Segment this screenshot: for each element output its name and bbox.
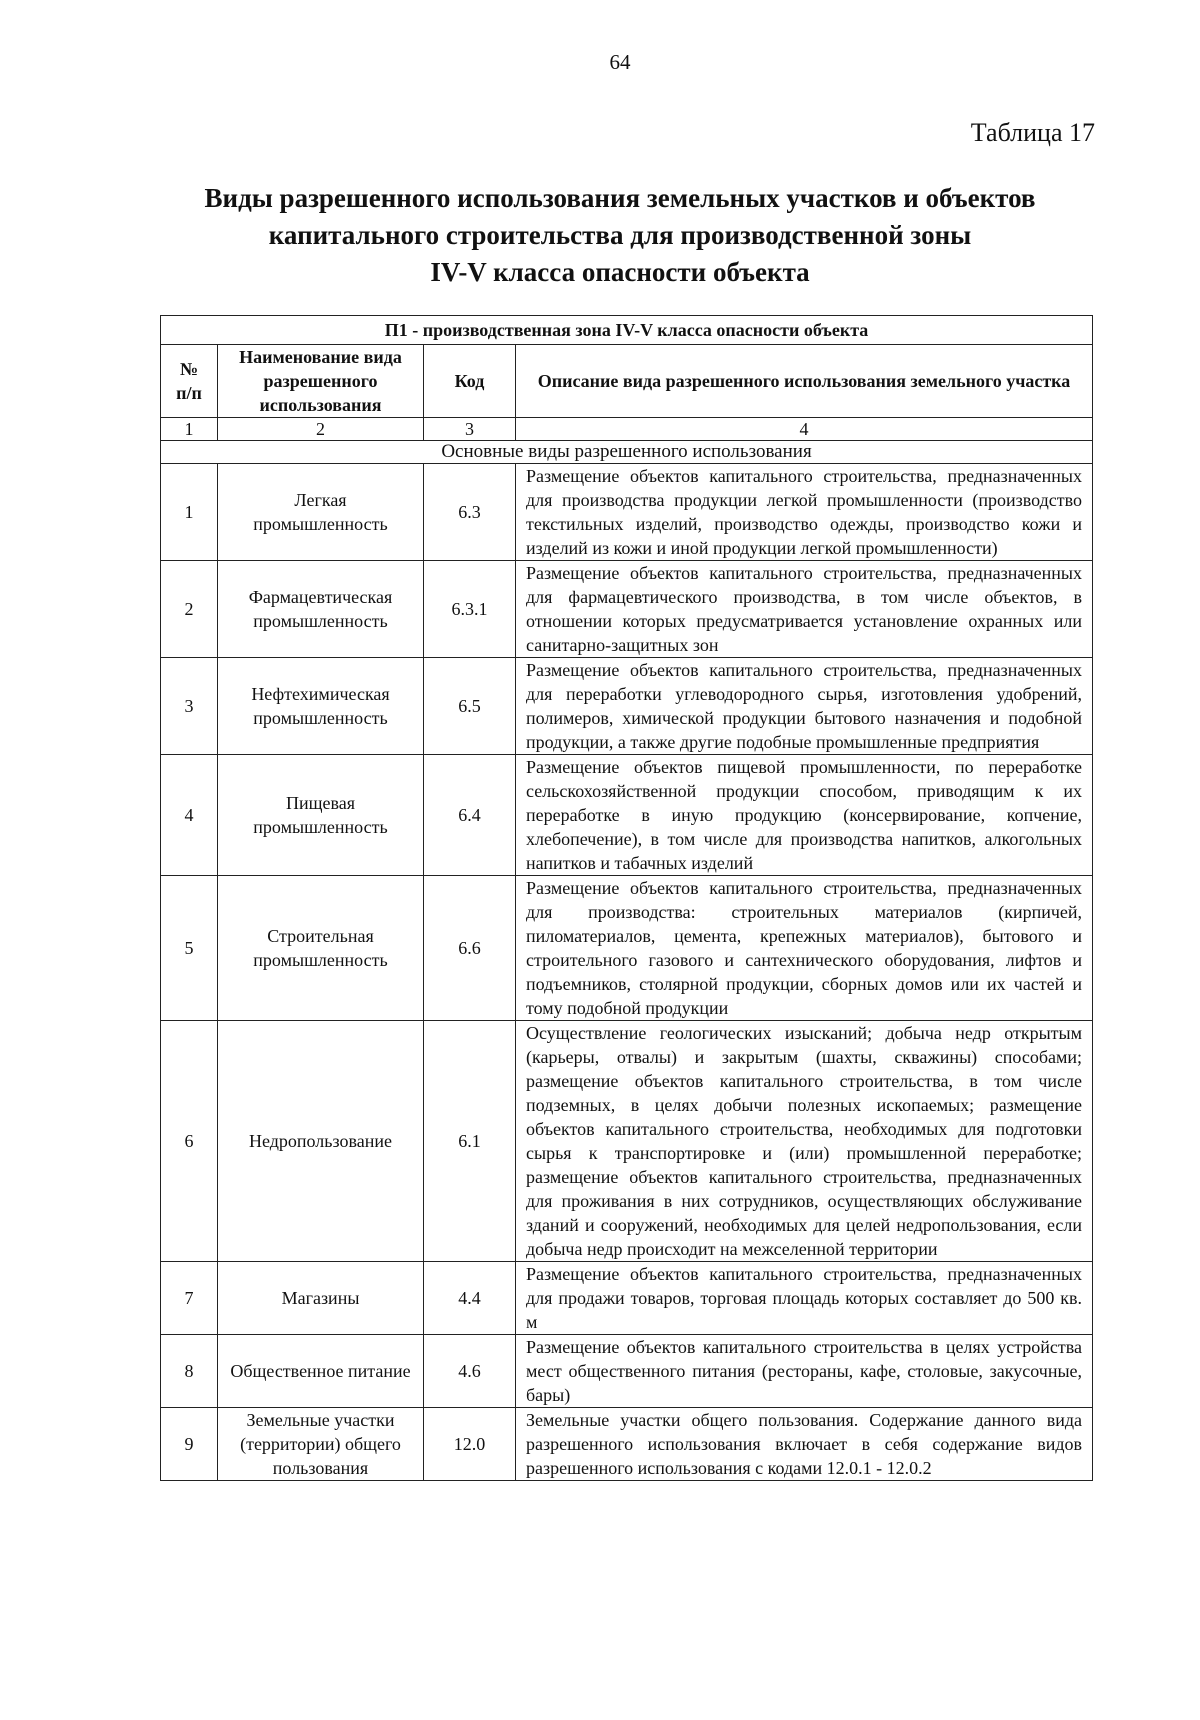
row-num: 8 bbox=[161, 1335, 218, 1408]
title-line: Виды разрешенного использования земельных участков и объектов bbox=[204, 183, 1036, 213]
row-description: Размещение объектов капитального строительства, предназначенных для продажи товаров, торговая площадь которых составляет до 500 кв. м bbox=[516, 1262, 1093, 1335]
row-description: Размещение объектов капитального строительства, предназначенных для переработки углеводородного сырья, изготовления удобрений, полимеров, химической продукции бытового назначения и подобной продукции, а также другие подобные промышленные предприятия bbox=[516, 658, 1093, 755]
row-name: Общественное питание bbox=[218, 1335, 424, 1408]
row-name: Строительная промышленность bbox=[218, 876, 424, 1021]
row-description: Размещение объектов капитального строительства, предназначенных для производства продукции легкой промышленности (производство текстильных изделий, производство одежды, производство кожи и изделий из кожи и иной продукции легкой промышленности) bbox=[516, 464, 1093, 561]
document-title bbox=[120, 180, 1120, 291]
row-code: 6.1 bbox=[424, 1021, 516, 1262]
row-num: 1 bbox=[161, 464, 218, 561]
row-num: 7 bbox=[161, 1262, 218, 1335]
table-row bbox=[161, 1335, 1093, 1408]
row-name: Нефтехимическая промышленность bbox=[218, 658, 424, 755]
table-row bbox=[161, 658, 1093, 755]
row-name: Недропользование bbox=[218, 1021, 424, 1262]
row-num: 2 bbox=[161, 561, 218, 658]
title-line: капитального строительства для производственной зоны bbox=[268, 220, 972, 250]
row-name: Земельные участки (территории) общего пользования bbox=[218, 1408, 424, 1481]
row-code: 12.0 bbox=[424, 1408, 516, 1481]
row-name: Фармацевтическая промышленность bbox=[218, 561, 424, 658]
header-code: Код bbox=[424, 345, 516, 418]
table-row bbox=[161, 464, 1093, 561]
row-code: 6.6 bbox=[424, 876, 516, 1021]
land-use-table bbox=[160, 315, 1093, 1481]
row-code: 4.4 bbox=[424, 1262, 516, 1335]
column-number: 4 bbox=[516, 418, 1093, 441]
row-description: Размещение объектов капитального строительства в целях устройства мест общественного питания (рестораны, кафе, столовые, закусочные, бары) bbox=[516, 1335, 1093, 1408]
row-num: 4 bbox=[161, 755, 218, 876]
row-description: Осуществление геологических изысканий; добыча недр открытым (карьеры, отвалы) и закрытым (шахты, скважины) способами; размещение объектов капитального строительства, в том числе подземных, в целях добычи полезных ископаемых; размещение объектов капитального строительства, необходимых для подготовки сырья к транспортировке и (или) промышленной переработке; размещение объектов капитального строительства, предназначенных для проживания в них сотрудников, осуществляющих обслуживание зданий и сооружений, необходимых для целей недропользования, если добыча недр происходит на межселенной территории bbox=[516, 1021, 1093, 1262]
header-description: Описание вида разрешенного использования земельного участка bbox=[516, 345, 1093, 418]
table-row bbox=[161, 876, 1093, 1021]
row-code: 6.4 bbox=[424, 755, 516, 876]
column-number: 3 bbox=[424, 418, 516, 441]
table-row bbox=[161, 561, 1093, 658]
row-description: Размещение объектов капитального строительства, предназначенных для производства: строительных материалов (кирпичей, пиломатериалов, цемента, крепежных материалов), бытового и строительного газового и сантехнического оборудования, лифтов и подъемников, столярной продукции, сборных домов или их частей и тому подобной продукции bbox=[516, 876, 1093, 1021]
row-code: 6.3 bbox=[424, 464, 516, 561]
header-name: Наименование вида разрешенного использования bbox=[218, 345, 424, 418]
row-num: 6 bbox=[161, 1021, 218, 1262]
column-number: 1 bbox=[161, 418, 218, 441]
table-label: Таблица 17 bbox=[970, 118, 1095, 147]
table-row bbox=[161, 1408, 1093, 1481]
title-line: IV-V класса опасности объекта bbox=[430, 257, 810, 287]
row-code: 6.5 bbox=[424, 658, 516, 755]
row-description: Земельные участки общего пользования. Содержание данного вида разрешенного использования включает в себя содержание видов разрешенного использования с кодами 12.0.1 - 12.0.2 bbox=[516, 1408, 1093, 1481]
column-header-row bbox=[161, 345, 1093, 418]
row-num: 9 bbox=[161, 1408, 218, 1481]
row-description: Размещение объектов капитального строительства, предназначенных для фармацевтического производства, в том числе объектов, в отношении которых предусматривается установление охранных или санитарно-защитных зон bbox=[516, 561, 1093, 658]
column-numbering-row bbox=[161, 418, 1093, 441]
row-num: 5 bbox=[161, 876, 218, 1021]
page-number: 64 bbox=[609, 50, 631, 74]
row-name: Магазины bbox=[218, 1262, 424, 1335]
section-row bbox=[161, 441, 1093, 464]
row-name: Пищевая промышленность bbox=[218, 755, 424, 876]
header-num: № п/п bbox=[161, 345, 218, 418]
zone-header-row bbox=[161, 316, 1093, 345]
zone-header: П1 - производственная зона IV-V класса опасности объекта bbox=[161, 316, 1093, 345]
section-label: Основные виды разрешенного использования bbox=[161, 441, 1093, 464]
row-num: 3 bbox=[161, 658, 218, 755]
row-code: 6.3.1 bbox=[424, 561, 516, 658]
table-row bbox=[161, 755, 1093, 876]
row-name: Легкая промышленность bbox=[218, 464, 424, 561]
column-number: 2 bbox=[218, 418, 424, 441]
row-code: 4.6 bbox=[424, 1335, 516, 1408]
table-row bbox=[161, 1262, 1093, 1335]
row-description: Размещение объектов пищевой промышленности, по переработке сельскохозяйственной продукции способом, приводящим к их переработке в иную продукцию (консервирование, копчение, хлебопечение), в том числе для производства напитков, алкогольных напитков и табачных изделий bbox=[516, 755, 1093, 876]
table-row bbox=[161, 1021, 1093, 1262]
